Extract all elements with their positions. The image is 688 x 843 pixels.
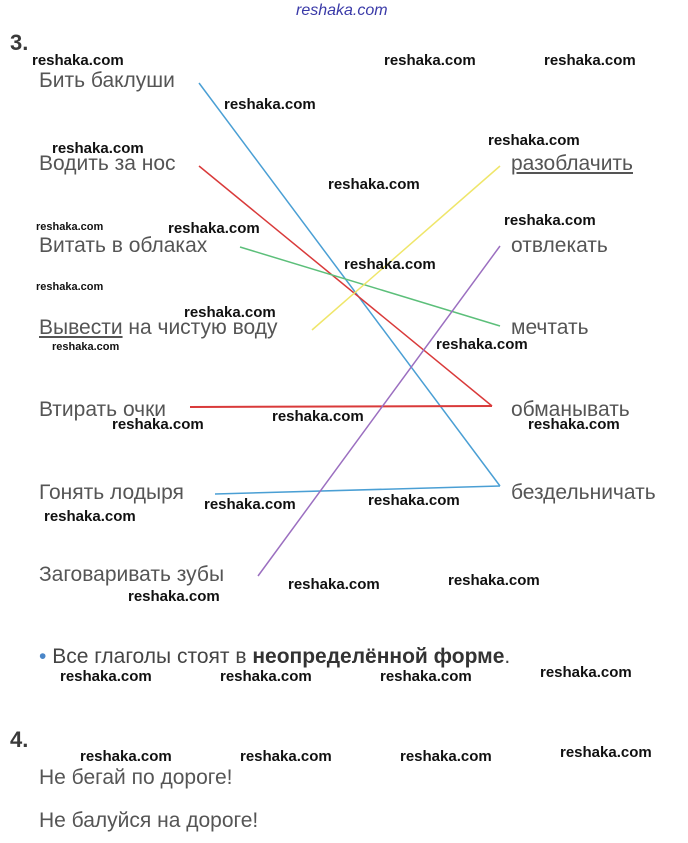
site-header-link[interactable]: reshaka.com xyxy=(296,2,388,19)
idiom-vodit-za-nos: Водить за нос xyxy=(39,152,176,175)
idiom-vitat-v-oblakah: Витать в облаках xyxy=(39,234,208,257)
watermark: reshaka.com xyxy=(528,416,620,433)
idiom-vtirat-ochki: Втирать очки xyxy=(39,398,167,421)
watermark: reshaka.com xyxy=(544,52,636,69)
watermark: reshaka.com xyxy=(220,668,312,685)
watermark: reshaka.com xyxy=(60,668,152,685)
watermark: reshaka.com xyxy=(400,748,492,765)
watermark: reshaka.com xyxy=(224,96,316,113)
note-text-pre: Все глаголы стоят в xyxy=(46,645,253,668)
watermark: reshaka.com xyxy=(488,132,580,149)
meaning-razoblachit: разоблачить xyxy=(511,152,633,175)
idiom-zagovarivat-zuby: Заговаривать зубы xyxy=(39,563,225,586)
watermark: reshaka.com xyxy=(540,664,632,681)
note-text-post: . xyxy=(504,645,511,668)
meaning-obmanyvat: обманывать xyxy=(511,398,630,421)
watermark: reshaka.com xyxy=(32,52,124,69)
watermark: reshaka.com xyxy=(560,744,652,761)
watermark: reshaka.com xyxy=(204,496,296,513)
watermark-small: reshaka.com xyxy=(36,281,104,293)
bullet-icon: • xyxy=(39,645,47,668)
note-text-bold: неопределённой форме xyxy=(252,645,505,668)
idiom-gonyat-lodyrya: Гонять лодыря xyxy=(39,481,184,504)
watermark: reshaka.com xyxy=(184,304,276,321)
task-3-number: 3. xyxy=(10,30,29,55)
sentence-1: Не бегай по дороге! xyxy=(39,766,233,789)
task-4-number: 4. xyxy=(10,727,29,752)
verb-form-note xyxy=(39,645,510,669)
watermark: reshaka.com xyxy=(344,256,436,273)
watermark: reshaka.com xyxy=(52,140,144,157)
watermark-small: reshaka.com xyxy=(36,221,104,233)
watermark: reshaka.com xyxy=(168,220,260,237)
watermark: reshaka.com xyxy=(384,52,476,69)
meaning-otvlekat: отвлекать xyxy=(511,234,608,257)
idiom-vyvesti-verb: Вывести xyxy=(39,316,123,339)
watermark: reshaka.com xyxy=(504,212,596,229)
meaning-bezdelnichat: бездельничать xyxy=(511,481,656,504)
watermark: reshaka.com xyxy=(368,492,460,509)
watermark-small: reshaka.com xyxy=(52,341,120,353)
watermark: reshaka.com xyxy=(436,336,528,353)
watermark: reshaka.com xyxy=(128,588,220,605)
idiom-bit-baklushi: Бить баклуши xyxy=(39,69,175,92)
watermark: reshaka.com xyxy=(80,748,172,765)
watermark: reshaka.com xyxy=(380,668,472,685)
watermark: reshaka.com xyxy=(112,416,204,433)
meaning-mechtat: мечтать xyxy=(511,316,589,339)
watermark: reshaka.com xyxy=(272,408,364,425)
watermark: reshaka.com xyxy=(288,576,380,593)
idiom-vyvesti-rest: на чистую воду xyxy=(122,316,278,339)
line-vodit-za-nos-to-obmanyvat xyxy=(199,166,492,406)
watermark: reshaka.com xyxy=(448,572,540,589)
sentence-2: Не балуйся на дороге! xyxy=(39,809,259,832)
line-vtirat-ochki-to-obmanyvat xyxy=(190,406,492,407)
watermark: reshaka.com xyxy=(328,176,420,193)
line-bit-baklushi-to-bezdelnichat xyxy=(199,83,500,486)
watermark: reshaka.com xyxy=(240,748,332,765)
watermark: reshaka.com xyxy=(44,508,136,525)
